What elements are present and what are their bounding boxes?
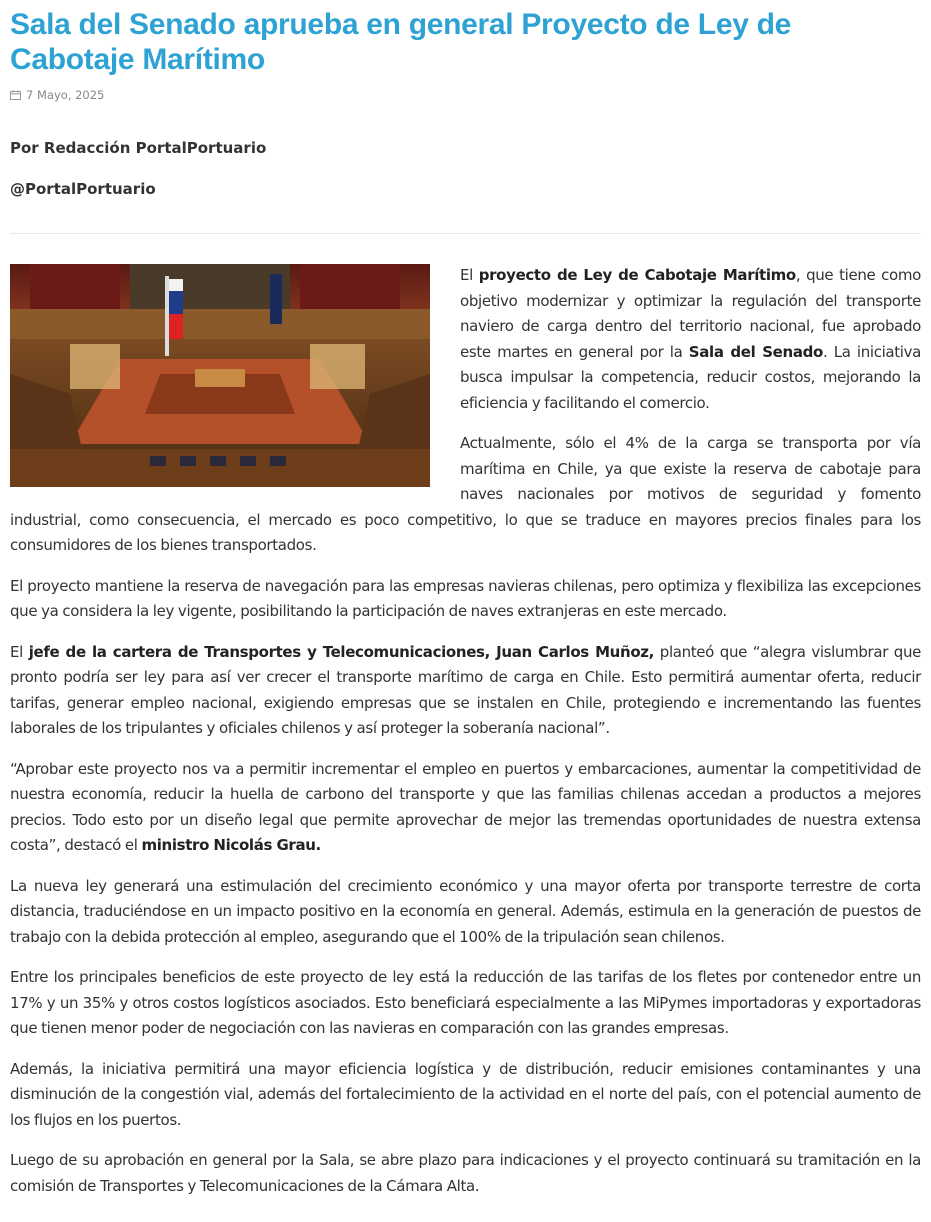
calendar-icon — [10, 90, 21, 100]
paragraph-5: “Aprobar este proyecto nos va a permitir incrementar el empleo en puertos y embarcaciones, aumentar la competitividad de nuestra economía, reducir la huella de carbono del transporte y que las familias chilenas accedan a productos a mejores precios. Todo esto por un diseño legal que permite aprovechar de mejor las tremendas oportunidades de nuestra extensa costa”, destacó el ministro Nicolás Grau. — [10, 759, 921, 854]
paragraph-9: Luego de su aprobación en general por la Sala, se abre plazo para indicaciones y el proyecto continuará su tramitación en la comisión de Transportes y Telecomunicaciones de la Cámara Alta. — [10, 1151, 921, 1195]
paragraph-7: Entre los principales beneficios de este proyecto de ley está la reducción de las tarifas de los fletes por contenedor entre un 17% y un 35% y otros costos logísticos asociados. Esto beneficiará especialmente a las MiPymes importadoras y exportadoras que tienen menor poder de negociación con las navieras en comparación con las grandes empresas. — [10, 968, 921, 1037]
publish-date: 7 Mayo, 2025 — [26, 88, 105, 102]
divider — [10, 233, 921, 234]
byline: Por Redacción PortalPortuario — [10, 139, 267, 157]
article — [10, 0, 921, 1195]
article-body — [10, 263, 921, 1214]
paragraph-8: Además, la iniciativa permitirá una mayor eficiencia logística y de distribución, reducir emisiones contaminantes y una disminución de la congestión vial, además del fortalecimiento de la actividad en el norte del país, con el potencial aumento de los flujos en los puertos. — [10, 1059, 921, 1129]
paragraph-6: La nueva ley generará una estimulación del crecimiento económico y una mayor oferta por transporte terrestre de corta distancia, traduciéndose en un impacto positivo en la economía en general. Además, estimula en la generación de puestos de trabajo con la debida protección al empleo, asegurando que el 100% de la tripulación sean chilenos. — [10, 876, 921, 946]
twitter-handle[interactable]: @PortalPortuario — [10, 180, 156, 198]
paragraph-3: El proyecto mantiene la reserva de navegación para las empresas navieras chilenas, pero optimiza y flexibiliza las excepciones que ya considera la ley vigente, posibilitando la participación de naves extranjeras en este mercado. — [10, 576, 921, 620]
article-title[interactable]: Sala del Senado aprueba en general Proyecto de Ley de Cabotaje Marítimo — [10, 8, 792, 76]
paragraph-1: El proyecto de Ley de Cabotaje Marítimo, que tiene como objetivo modernizar y optimizar la regulación del transporte naviero de carga dentro del territorio nacional, fue aprobado este martes en general por la Sala del Senado. La iniciativa busca impulsar la competencia, reducir costos, mejorando la eficiencia y facilitando el comercio. — [460, 266, 921, 412]
senate-chamber-photo — [10, 264, 430, 487]
paragraph-2: Actualmente, sólo el 4% de la carga se transporta por vía marítima en Chile, ya que existe la reserva de cabotaje para naves nacionales por motivos de seguridad y fomento industrial, como consecuencia, el mercado es poco competitivo, lo que se traduce en mayores precios finales para los consumidores de los bienes transportados. — [10, 434, 921, 554]
paragraph-4: El jefe de la cartera de Transportes y Telecomunicaciones, Juan Carlos Muñoz, planteó que “alegra vislumbrar que pronto podría ser ley para así ver crecer el transporte marítimo de carga en Chile. Esto permitirá aumentar oferta, reducir tarifas, generar empleo nacional, exigiendo empresas que se instalen en Chile, protegiendo e incrementando las fuentes laborales de los tripulantes y oficiales chilenos y así proteger la soberanía nacional”. — [10, 642, 921, 737]
article-meta — [10, 87, 921, 103]
